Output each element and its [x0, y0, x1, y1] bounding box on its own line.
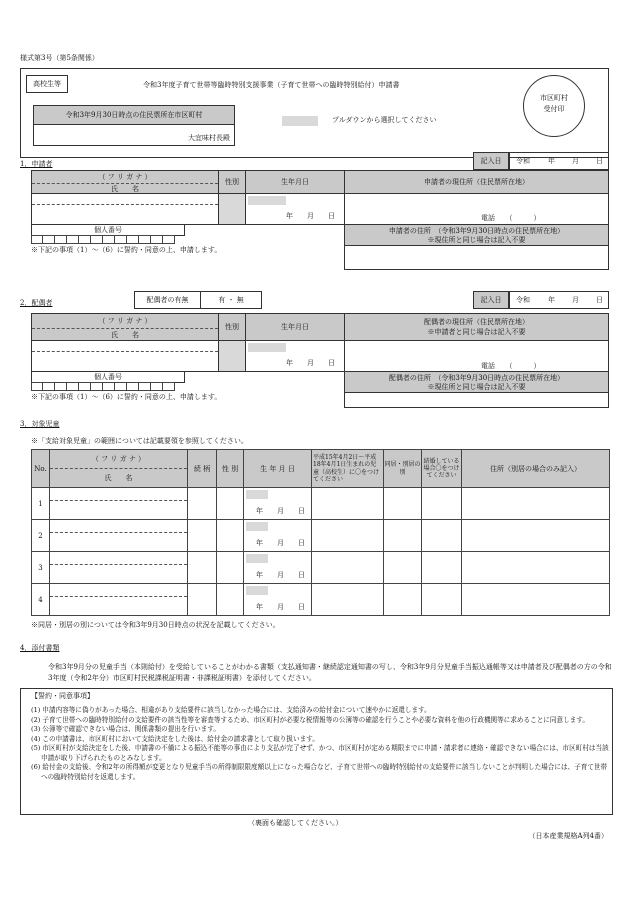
stamp-line-2: 受付印 [543, 105, 565, 113]
col-student: 平成15年4月2日～平成18年4月1日生まれの児童（高校生）に〇をつけてください [312, 450, 384, 488]
birth-label: 生年月日 [281, 178, 309, 186]
form-id: 様式第3号（第5条関係） [20, 54, 99, 62]
spouse-birth-era-dropdown[interactable] [248, 343, 286, 352]
spouse-personal-number-cells[interactable] [31, 382, 175, 391]
child-student-cell[interactable] [312, 520, 384, 552]
personal-number-cells[interactable] [31, 235, 175, 244]
spouse-address-label: 配偶者の現住所（住民票所在地） [424, 318, 529, 326]
dropdown-hint: プルダウンから選択してください [332, 116, 437, 124]
col-marriage: 結婚している場合〇をつけてください [422, 450, 462, 488]
child-row [32, 520, 610, 552]
spouse-gender-header [218, 313, 246, 341]
spouse-entry-date-field[interactable] [509, 291, 609, 309]
gender-label: 性別 [225, 178, 239, 186]
children-note-bottom: ※同居・別居の別については令和3年9月30日時点の状況を記載してください。 [31, 621, 280, 629]
pledge-item: (2) 子育て世帯への臨時特別給付の支給要件の該当性等を審査等するため、市区町村が必要な税情報等の公簿等の確認を行うことや必要な資料を他の行政機関等に求めることに同意します。 [31, 715, 589, 724]
child-birth-cell[interactable] [244, 552, 312, 584]
spouse-name-header [31, 313, 219, 341]
child-birth-cell[interactable] [244, 520, 312, 552]
spouse-entry-date-label: 記入日 [480, 296, 502, 304]
residence-label: 令和3年9月30日時点の住民票所在市区町村 [65, 111, 203, 119]
spouse-entry-day: 日 [596, 296, 603, 304]
furigana-label: （ フ リ ガ ナ ） [98, 173, 152, 181]
col-furigana-text: （ フ リ ガ ナ ） [91, 455, 146, 463]
spouse-phone: 電話 （ ） [481, 362, 541, 370]
child-gender-cell[interactable] [217, 520, 244, 552]
spouse-birth-ymd: 年 月 日 [286, 359, 335, 367]
reception-stamp [523, 75, 585, 137]
child-row [32, 584, 610, 616]
children-header-row [32, 450, 610, 488]
address2-header [344, 224, 609, 246]
child-row [32, 552, 610, 584]
stamp-line-1: 市区町村 [540, 94, 568, 102]
birth-era-dropdown[interactable] [248, 196, 286, 205]
name-label: 氏 名 [111, 185, 139, 193]
child-marriage-cell[interactable] [422, 584, 462, 616]
form-title: 令和3年度子育て世帯等臨時特別支援事業（子育て世帯への臨時特別給付）申請書 [143, 81, 400, 89]
child-row-number: 1 [32, 488, 50, 520]
child-relation-cell[interactable] [188, 520, 217, 552]
address-header [344, 170, 609, 194]
section2-title: 2．配偶者 [20, 299, 53, 307]
pledge-box [20, 688, 613, 815]
spouse-address2-note: ※現住所と同じ場合は記入不要 [427, 383, 526, 391]
child-ymd: 年 月 日 [256, 507, 305, 515]
birth-header [245, 170, 345, 194]
child-marriage-cell[interactable] [422, 552, 462, 584]
gender-header [218, 170, 246, 194]
residence-field[interactable] [33, 124, 235, 146]
entry-year: 年 [548, 157, 555, 165]
student-label-box [26, 75, 68, 93]
child-name-cell[interactable] [50, 552, 188, 584]
child-birth-cell[interactable] [244, 584, 312, 616]
child-name-cell[interactable] [50, 584, 188, 616]
spouse-address2-header [344, 371, 609, 393]
spouse-entry-month: 月 [572, 296, 579, 304]
child-address-cell[interactable] [462, 584, 610, 616]
child-cohabit-cell[interactable] [384, 584, 422, 616]
birth-ymd: 年 月 日 [286, 212, 335, 220]
child-era-dropdown[interactable] [246, 554, 268, 563]
child-name-cell[interactable] [50, 488, 188, 520]
child-era-dropdown[interactable] [246, 586, 268, 595]
pledge-note-1: ※下記の事項（1）～（6）に誓約・同意の上、申請します。 [31, 246, 222, 254]
section4-title: 4．添付書類 [20, 644, 60, 652]
child-address-cell[interactable] [462, 552, 610, 584]
spouse-personal-number-label: 個人番号 [94, 373, 122, 381]
children-note-top: ※「支給対象児童」の範囲については記載要領を参照してください。 [31, 437, 248, 445]
spouse-furigana-label: （ フ リ ガ ナ ） [98, 317, 152, 325]
child-row-number: 4 [32, 584, 50, 616]
pledge-item: (4) この申請書は、市区町村において支給決定をした後は、給付金の請求書として取り扱います。 [31, 734, 319, 743]
entry-date-label-box [473, 152, 509, 170]
child-student-cell[interactable] [312, 552, 384, 584]
pledge-item: (5) 市区町村が支給決定をした後、申請書の不備による振込不能等の事由により支払が完了せず、かつ、市区町村が定める期限までに申請・請求者に連絡・確認できない場合には、市区町村は当該申請が取り下げられたものとみなします。 [31, 744, 609, 762]
col-name-text: 氏 名 [104, 474, 133, 482]
child-era-dropdown[interactable] [246, 522, 268, 531]
entry-date-field[interactable] [509, 152, 609, 170]
spouse-entry-date-label-box [473, 291, 509, 309]
entry-day: 日 [596, 157, 603, 165]
section3-title: 3．対象児童 [20, 420, 60, 428]
child-row-number: 3 [32, 552, 50, 584]
child-gender-cell[interactable] [217, 552, 244, 584]
size-note: （日本産業規格A列4番） [528, 832, 608, 840]
has-spouse-options[interactable] [200, 291, 262, 309]
col-birth: 生 年 月 日 [244, 450, 312, 488]
applicant-phone: 電話 （ ） [481, 214, 541, 222]
child-address-cell[interactable] [462, 488, 610, 520]
back-note: （裏面も確認してください。） [248, 819, 343, 827]
child-student-cell[interactable] [312, 584, 384, 616]
spouse-birth-header [245, 313, 345, 341]
residence-label-box [33, 105, 235, 125]
pledge-item: (1) 申請内容等に偽りがあった場合、相違があり支給要件に該当しなかった場合には、支給済みの給付金について速やかに返還します。 [31, 706, 431, 714]
spouse-address-field[interactable] [344, 340, 609, 372]
address-label: 申請者の現住所（住民票所在地） [424, 178, 529, 186]
address2-note: ※現住所と同じ場合は記入不要 [427, 236, 526, 244]
col-address: 住所（別居の場合のみ記入） [462, 450, 610, 488]
addressee: 大宜味村長殿 [188, 134, 230, 142]
spouse-address2-label: 配偶者の住所 （令和3年9月30日時点の住民票所在地） [388, 374, 565, 382]
spouse-birth-field[interactable] [245, 340, 345, 372]
student-label: 高校生等 [33, 80, 61, 88]
child-relation-cell[interactable] [188, 584, 217, 616]
applicant-address-field[interactable] [344, 193, 609, 225]
child-birth-cell[interactable] [244, 488, 312, 520]
applicant-birth-field[interactable] [245, 193, 345, 225]
child-cohabit-cell[interactable] [384, 552, 422, 584]
has-spouse-label: 配偶者の有無 [146, 296, 189, 304]
child-row [32, 488, 610, 520]
spouse-address-note: ※申請者と同じ場合は記入不要 [427, 328, 526, 336]
child-ymd: 年 月 日 [256, 539, 305, 547]
spouse-gender-field[interactable] [218, 340, 246, 372]
spouse-birth-label: 生年月日 [281, 323, 309, 331]
col-name [50, 450, 188, 488]
address2-label: 申請者の住所 （令和3年9月30日時点の住民票所在地） [388, 227, 565, 235]
child-relation-cell[interactable] [188, 488, 217, 520]
spouse-name-field[interactable] [31, 340, 219, 372]
address2-field[interactable] [344, 245, 609, 270]
entry-date-label: 記入日 [480, 157, 502, 165]
spouse-gender-label: 性別 [225, 323, 239, 331]
child-marriage-cell[interactable] [422, 488, 462, 520]
entry-month: 月 [572, 157, 579, 165]
personal-number-label: 個人番号 [94, 226, 122, 234]
spouse-address2-field[interactable] [344, 392, 609, 408]
col-no: No. [32, 450, 50, 488]
child-row-number: 2 [32, 520, 50, 552]
child-ymd: 年 月 日 [256, 571, 305, 579]
child-gender-cell[interactable] [217, 488, 244, 520]
spouse-entry-year: 年 [548, 296, 555, 304]
dropdown-select[interactable] [282, 116, 318, 126]
col-relation: 続 柄 [188, 450, 217, 488]
child-gender-cell[interactable] [217, 584, 244, 616]
child-cohabit-cell[interactable] [384, 520, 422, 552]
child-era-dropdown[interactable] [246, 490, 268, 499]
spouse-entry-era: 令和 [516, 296, 530, 304]
child-cohabit-cell[interactable] [384, 488, 422, 520]
applicant-gender-field[interactable] [218, 193, 246, 225]
applicant-name-field[interactable] [31, 193, 219, 225]
pledge-note-2: ※下記の事項（1）～（6）に誓約・同意の上、申請します。 [31, 393, 222, 401]
child-student-cell[interactable] [312, 488, 384, 520]
has-spouse-label-box [134, 291, 201, 309]
child-name-cell[interactable] [50, 520, 188, 552]
entry-era: 令和 [516, 157, 530, 165]
pledge-title: 【誓約・同意事項】 [31, 692, 94, 700]
children-table [31, 449, 610, 616]
spouse-name-label: 氏 名 [111, 331, 139, 339]
applicant-name-header [31, 170, 219, 194]
child-marriage-cell[interactable] [422, 520, 462, 552]
col-cohabit: 同居・別居の別 [384, 450, 422, 488]
section1-title: 1．申請者 [20, 160, 53, 168]
col-gender: 性 別 [217, 450, 244, 488]
pledge-item: (3) 公簿等で確認できない場合は、関係書類の提出を行います。 [31, 725, 220, 734]
child-relation-cell[interactable] [188, 552, 217, 584]
child-address-cell[interactable] [462, 520, 610, 552]
has-spouse-options-text: 有 ・ 無 [218, 296, 244, 304]
spouse-address-header [344, 313, 609, 341]
child-ymd: 年 月 日 [256, 603, 305, 611]
attachment-text: 令和3年9月分の児童手当（本則給付）を受給していることがわかる書類（支払通知書・継続認定通知書の写し、令和3年9月分児童手当振込通帳等又は申請者及び配偶者の方の令和3年度（令和2年分）市区町村民税課税証明書・非課税証明書）を添付してください。 [48, 663, 612, 682]
pledge-item: (6) 給付金の支給後、令和2年の所得額が変更となり児童手当の所得制限限度額以上になった場合など、子育て世帯への臨時特別給付の支給要件に該当しないことが判明した場合には、子育て世帯への臨時特別給付を返還します。 [31, 763, 608, 781]
